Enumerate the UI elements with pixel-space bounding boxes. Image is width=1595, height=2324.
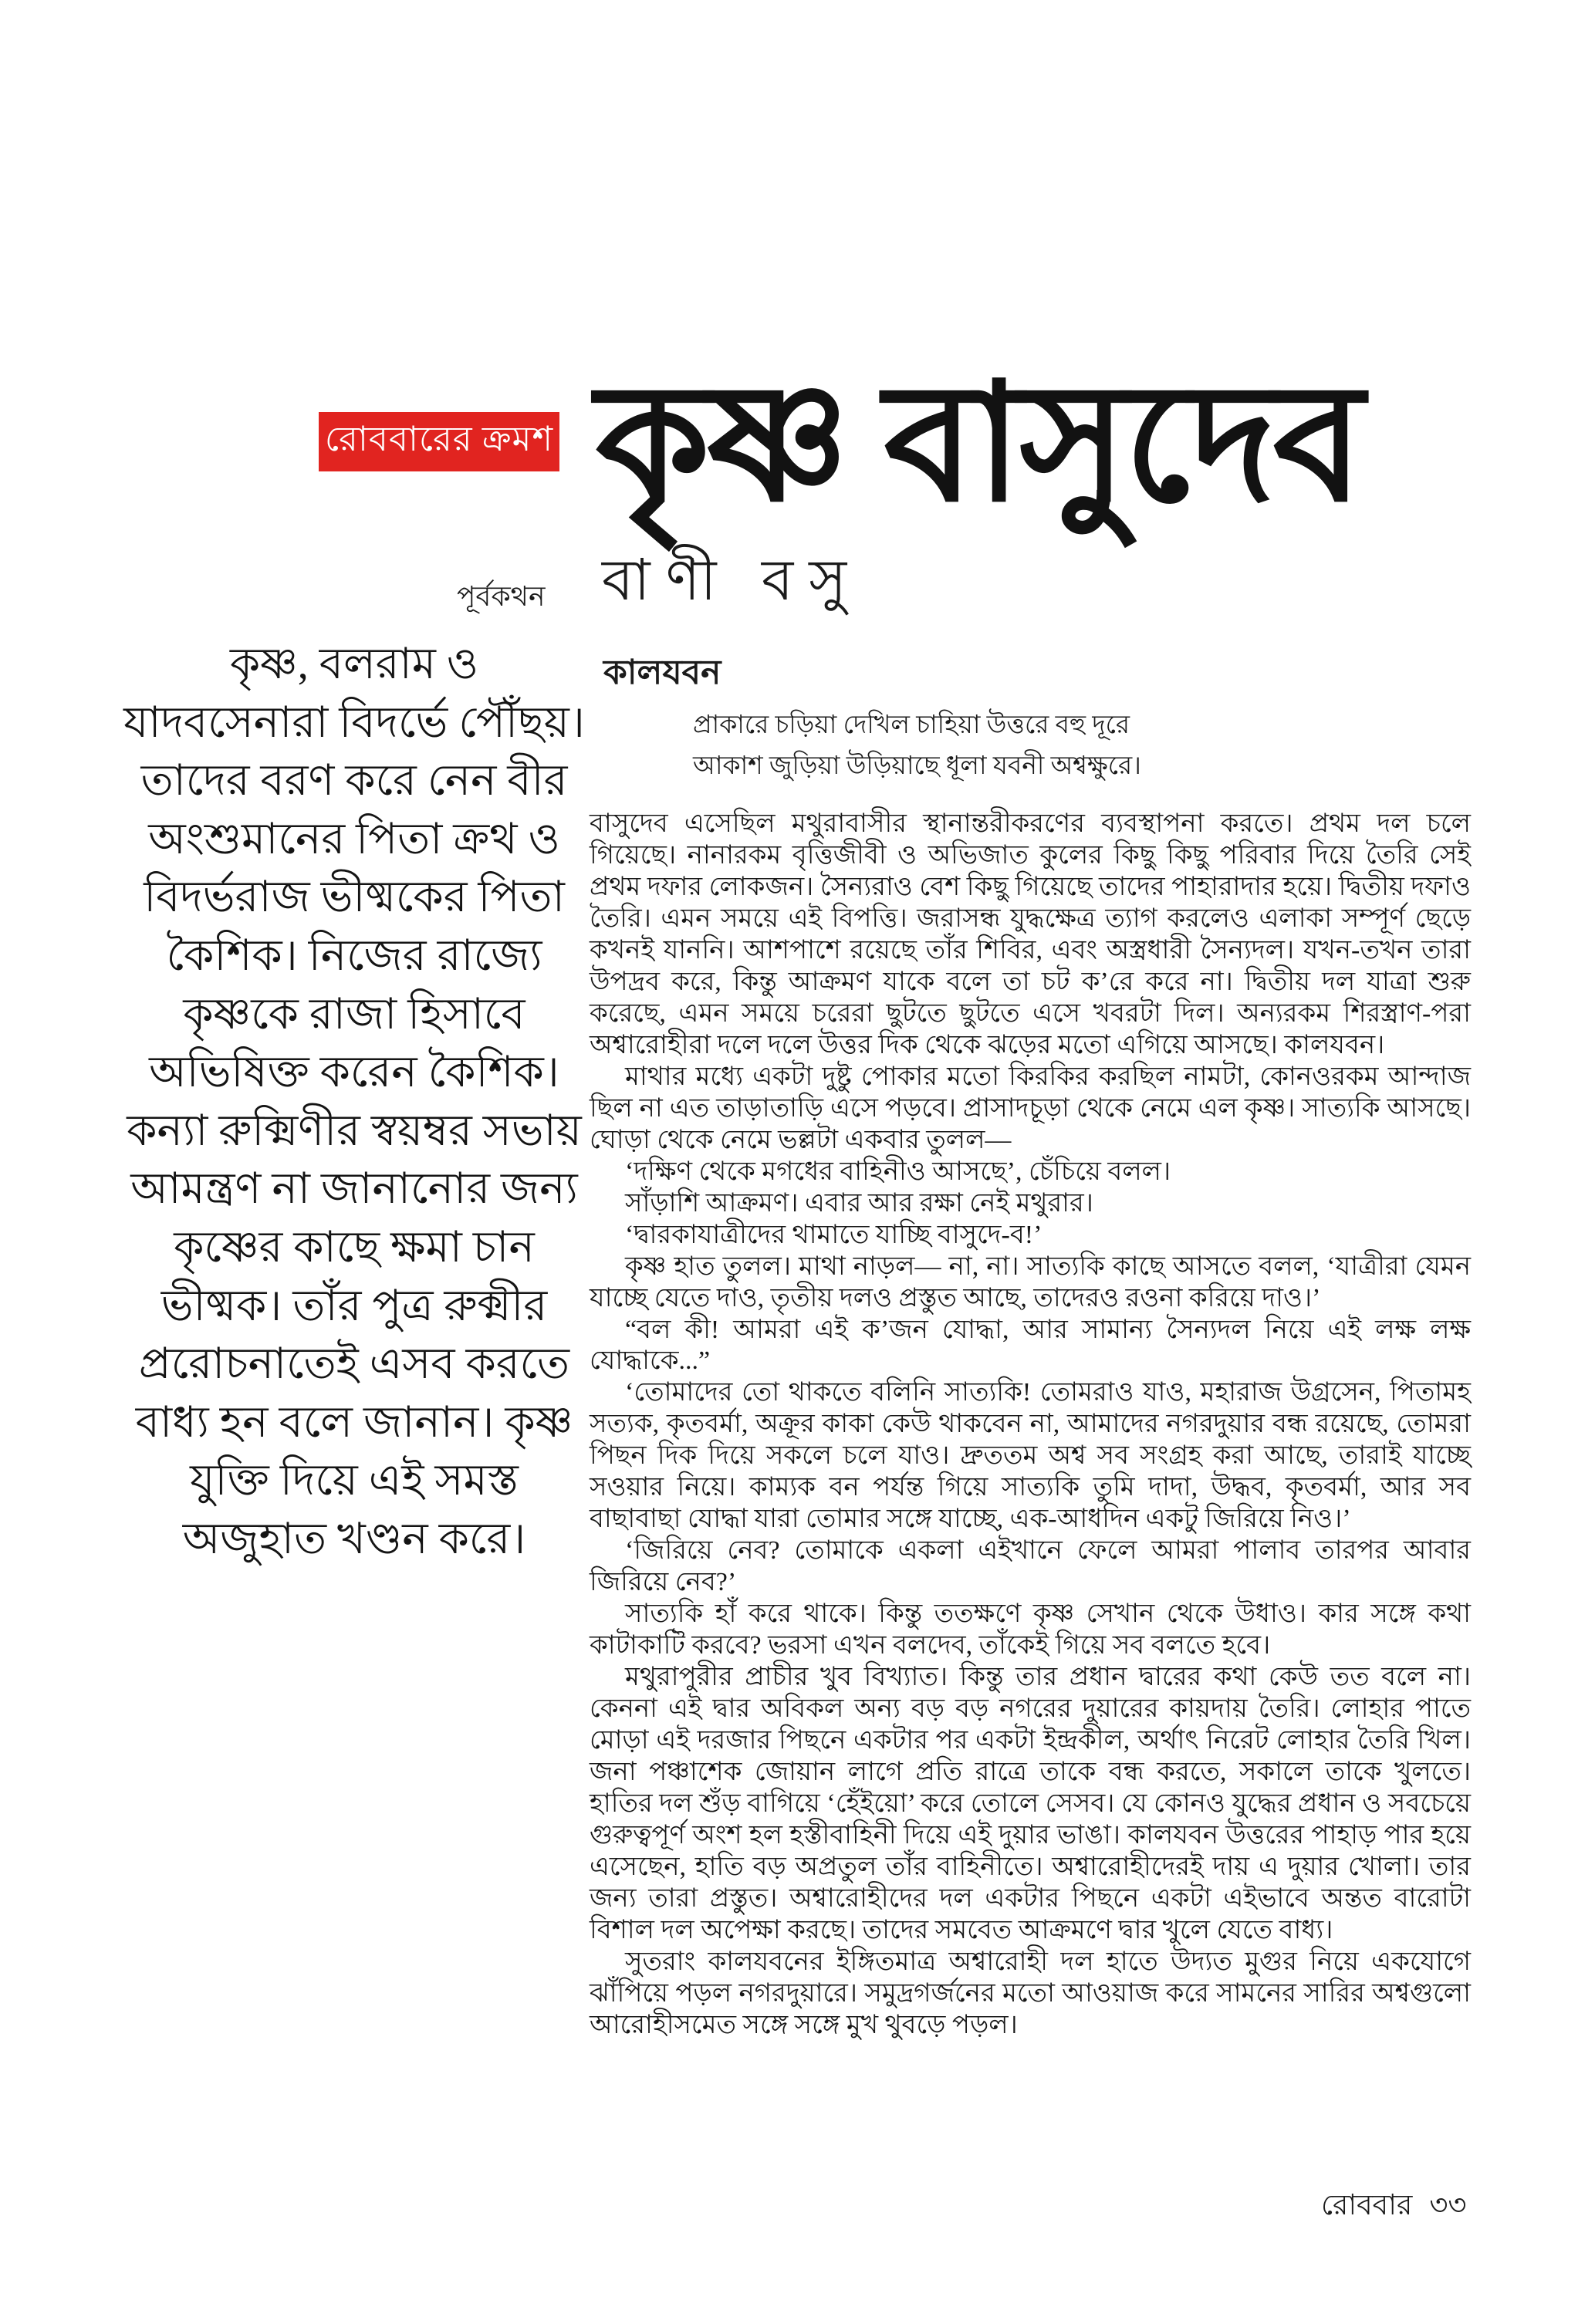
footer-magazine-name: রোববার bbox=[1321, 2190, 1413, 2221]
chapter-heading: কালযবন bbox=[603, 654, 721, 691]
body-paragraph: ‘দ্বারকাযাত্রীদের থামাতে যাচ্ছি বাসুদে-ব!’ bbox=[625, 1220, 1042, 1249]
article-body bbox=[590, 809, 1471, 2042]
poem-line: প্রাকারে চড়িয়া দেখিল চাহিয়া উত্তরে বহু দূরে bbox=[693, 711, 1130, 739]
body-paragraph: কৃষ্ণ হাত তুলল। মাথা নাড়ল— না, না। সাত্যকি কাছে আসতে বলল, ‘যাত্রীরা যেমন যাচ্ছে যেতে দাও, তৃতীয় দলও প্রস্তুত আছে, তাদেরও রওনা করিয়ে দাও।’ bbox=[590, 1252, 1471, 1312]
body-paragraph: সাত্যকি হাঁ করে থাকে। কিন্তু ততক্ষণে কৃষ্ণ সেখান থেকে উধাও। কার সঙ্গে কথা কাটাকাটি করবে? ভরসা এখন বলদেব, তাঁকেই গিয়ে সব বলতে হবে। bbox=[590, 1599, 1471, 1660]
body-paragraph: বাসুদেব এসেছিল মথুরাবাসীর স্থানান্তরীকরণের ব্যবস্থাপনা করতে। প্রথম দল চলে গিয়েছে। নানারকম বৃত্তিজীবী ও অভিজাত কুলের কিছু কিছু পরিবার দিয়ে তৈরি সেই প্রথম দফার লোকজন। সৈন্যরাও বেশ কিছু গিয়েছে তাদের পাহারাদার হয়ে। দ্বিতীয় দফাও তৈরি। এমন সময়ে এই বিপত্তি। জরাসন্ধ যুদ্ধক্ষেত্র ত্যাগ করলেও এলাকা সম্পূর্ণ ছেড়ে কখনই যাননি। আশপাশে রয়েছে তাঁর শিবির, এবং অস্ত্রধারী সৈন্যদল। যখন-তখন তারা উপদ্রব করে, কিন্তু আক্রমণ যাকে বলে তা চট ক’রে করে না। দ্বিতীয় দল যাত্রা শুরু করেছে, এমন সময়ে চরেরা ছুটতে ছুটতে এসে খবরটা দিল। অন্যরকম শিরস্ত্রাণ-পরা অশ্বারোহীরা দলে দলে উত্তর দিক থেকে ঝড়ের মতো এগিয়ে আসছে। কালযবন। bbox=[590, 809, 1471, 1059]
article-title: কৃষ্ণ বাসুদেব bbox=[596, 353, 1361, 535]
body-paragraph: “বল কী! আমরা এই ক’জন যোদ্ধা, আর সামান্য সৈন্যদল নিয়ে এই লক্ষ লক্ষ যোদ্ধাকে...” bbox=[590, 1315, 1471, 1376]
body-paragraph: সুতরাং কালযবনের ইঙ্গিতমাত্র অশ্বারোহী দল হাতে উদ্যত মুগুর নিয়ে একযোগে ঝাঁপিয়ে পড়ল নগরদুয়ারে। সমুদ্রগর্জনের মতো আওয়াজ করে সামনের সারির অশ্বগুলো আরোহীসমেত সঙ্গে সঙ্গে মুখ থুবড়ে পড়ল। bbox=[590, 1947, 1471, 2039]
body-paragraph: মাথার মধ্যে একটা দুষ্টু পোকার মতো কিরকির করছিল নামটা, কোনওরকম আন্দাজ ছিল না এত তাড়াতাড়ি এসে পড়বে। প্রাসাদচূড়া থেকে নেমে এল কৃষ্ণ। সাত্যকি আসছে। ঘোড়া থেকে নেমে ভল্লটা একবার তুলল— bbox=[590, 1062, 1471, 1154]
body-paragraph: ‘দক্ষিণ থেকে মগধের বাহিনীও আসছে’, চেঁচিয়ে বলল। bbox=[625, 1157, 1171, 1186]
body-paragraph: ‘জিরিয়ে নেব? তোমাকে একলা এইখানে ফেলে আমরা পালাব তারপর আবার জিরিয়ে নেব?’ bbox=[590, 1536, 1471, 1597]
continuation-badge: রোববারের ক্রমশ bbox=[319, 412, 559, 471]
body-paragraph: ‘তোমাদের তো থাকতে বলিনি সাত্যকি! তোমরাও যাও, মহারাজ উগ্রসেন, পিতামহ সত্যক, কৃতবর্মা, অক্রূর কাকা কেউ থাকবেন না, আমাদের নগরদুয়ার বন্ধ রয়েছে, তোমরা পিছন দিক দিয়ে সকলে চলে যাও। দ্রুততম অশ্ব সব সংগ্রহ করা আছে, তারাই যাচ্ছে সওয়ার নিয়ে। কাম্যক বন পর্যন্ত গিয়ে সাত্যকি তুমি দাদা, উদ্ধব, কৃতবর্মা, আর সব বাছাবাছা যোদ্ধা যারা তোমার সঙ্গে যাচ্ছে, এক-আধদিন একটু জিরিয়ে নিও।’ bbox=[590, 1378, 1471, 1534]
poem-line: আকাশ জুড়িয়া উড়িয়াছে ধূলা যবনী অশ্বক্ষুরে। bbox=[693, 752, 1141, 781]
body-paragraph: মথুরাপুরীর প্রাচীর খুব বিখ্যাত। কিন্তু তার প্রধান দ্বারের কথা কেউ তত বলে না। কেননা এই দ্বার অবিকল অন্য বড় বড় নগরের দুয়ারের কায়দায় তৈরি। লোহার পাতে মোড়া এই দরজার পিছনে একটার পর একটা ইন্দ্রকীল, অর্থাৎ নিরেট লোহার তৈরি খিল। জনা পঞ্চাশেক জোয়ান লাগে প্রতি রাত্রে তাকে বন্ধ করতে, সকালে তাকে খুলতে। হাতির দল শুঁড় বাগিয়ে ‘হেঁইয়ো’ করে তোলে সেসব। যে কোনও যুদ্ধের প্রধান ও সবচেয়ে গুরুত্বপূর্ণ অংশ হল হস্তীবাহিনী দিয়ে এই দুয়ার ভাঙা। কালযবন উত্তরের পাহাড় পার হয়ে এসেছেন, হাতি বড় অপ্রতুল তাঁর বাহিনীতে। অশ্বারোহীদেরই দায় এ দুয়ার খোলা। তার জন্য তারা প্রস্তুত। অশ্বারোহীদের দল একটার পিছনে একটা এইভাবে অন্তত বারোটা বিশাল দল অপেক্ষা করছে। তাদের সমবেত আক্রমণে দ্বার খুলে যেতে বাধ্য। bbox=[590, 1663, 1471, 1944]
body-paragraph: সাঁড়াশি আক্রমণ। এবার আর রক্ষা নেই মথুরার। bbox=[625, 1188, 1093, 1218]
prelude-label: পূর্বকথন bbox=[457, 581, 546, 612]
footer-page-number: ৩৩ bbox=[1429, 2190, 1467, 2221]
poem-epigraph bbox=[693, 705, 1141, 788]
page-footer bbox=[1321, 2182, 1467, 2231]
synopsis-sidebar: কৃষ্ণ, বলরাম ও যাদবসেনারা বিদর্ভে পৌঁছয়। তাদের বরণ করে নেন বীর অংশুমানের পিতা ক্রথ ও বিদর্ভরাজ ভীষ্মকের পিতা কৈশিক। নিজের রাজ্যে কৃষ্ণকে রাজা হিসাবে অভিষিক্ত করেন কৈশিক। কন্যা রুক্মিণীর স্বয়ম্বর সভায় আমন্ত্রণ না জানানোর জন্য কৃষ্ণের কাছে ক্ষমা চান ভীষ্মক। তাঁর পুত্র রুক্মীর প্ররোচনাতেই এসব করতে বাধ্য হন বলে জানান। কৃষ্ণ যুক্তি দিয়ে এই সমস্ত অজুহাত খণ্ডন করে। bbox=[123, 640, 585, 1563]
author-name: বাণী বসু bbox=[602, 549, 863, 613]
